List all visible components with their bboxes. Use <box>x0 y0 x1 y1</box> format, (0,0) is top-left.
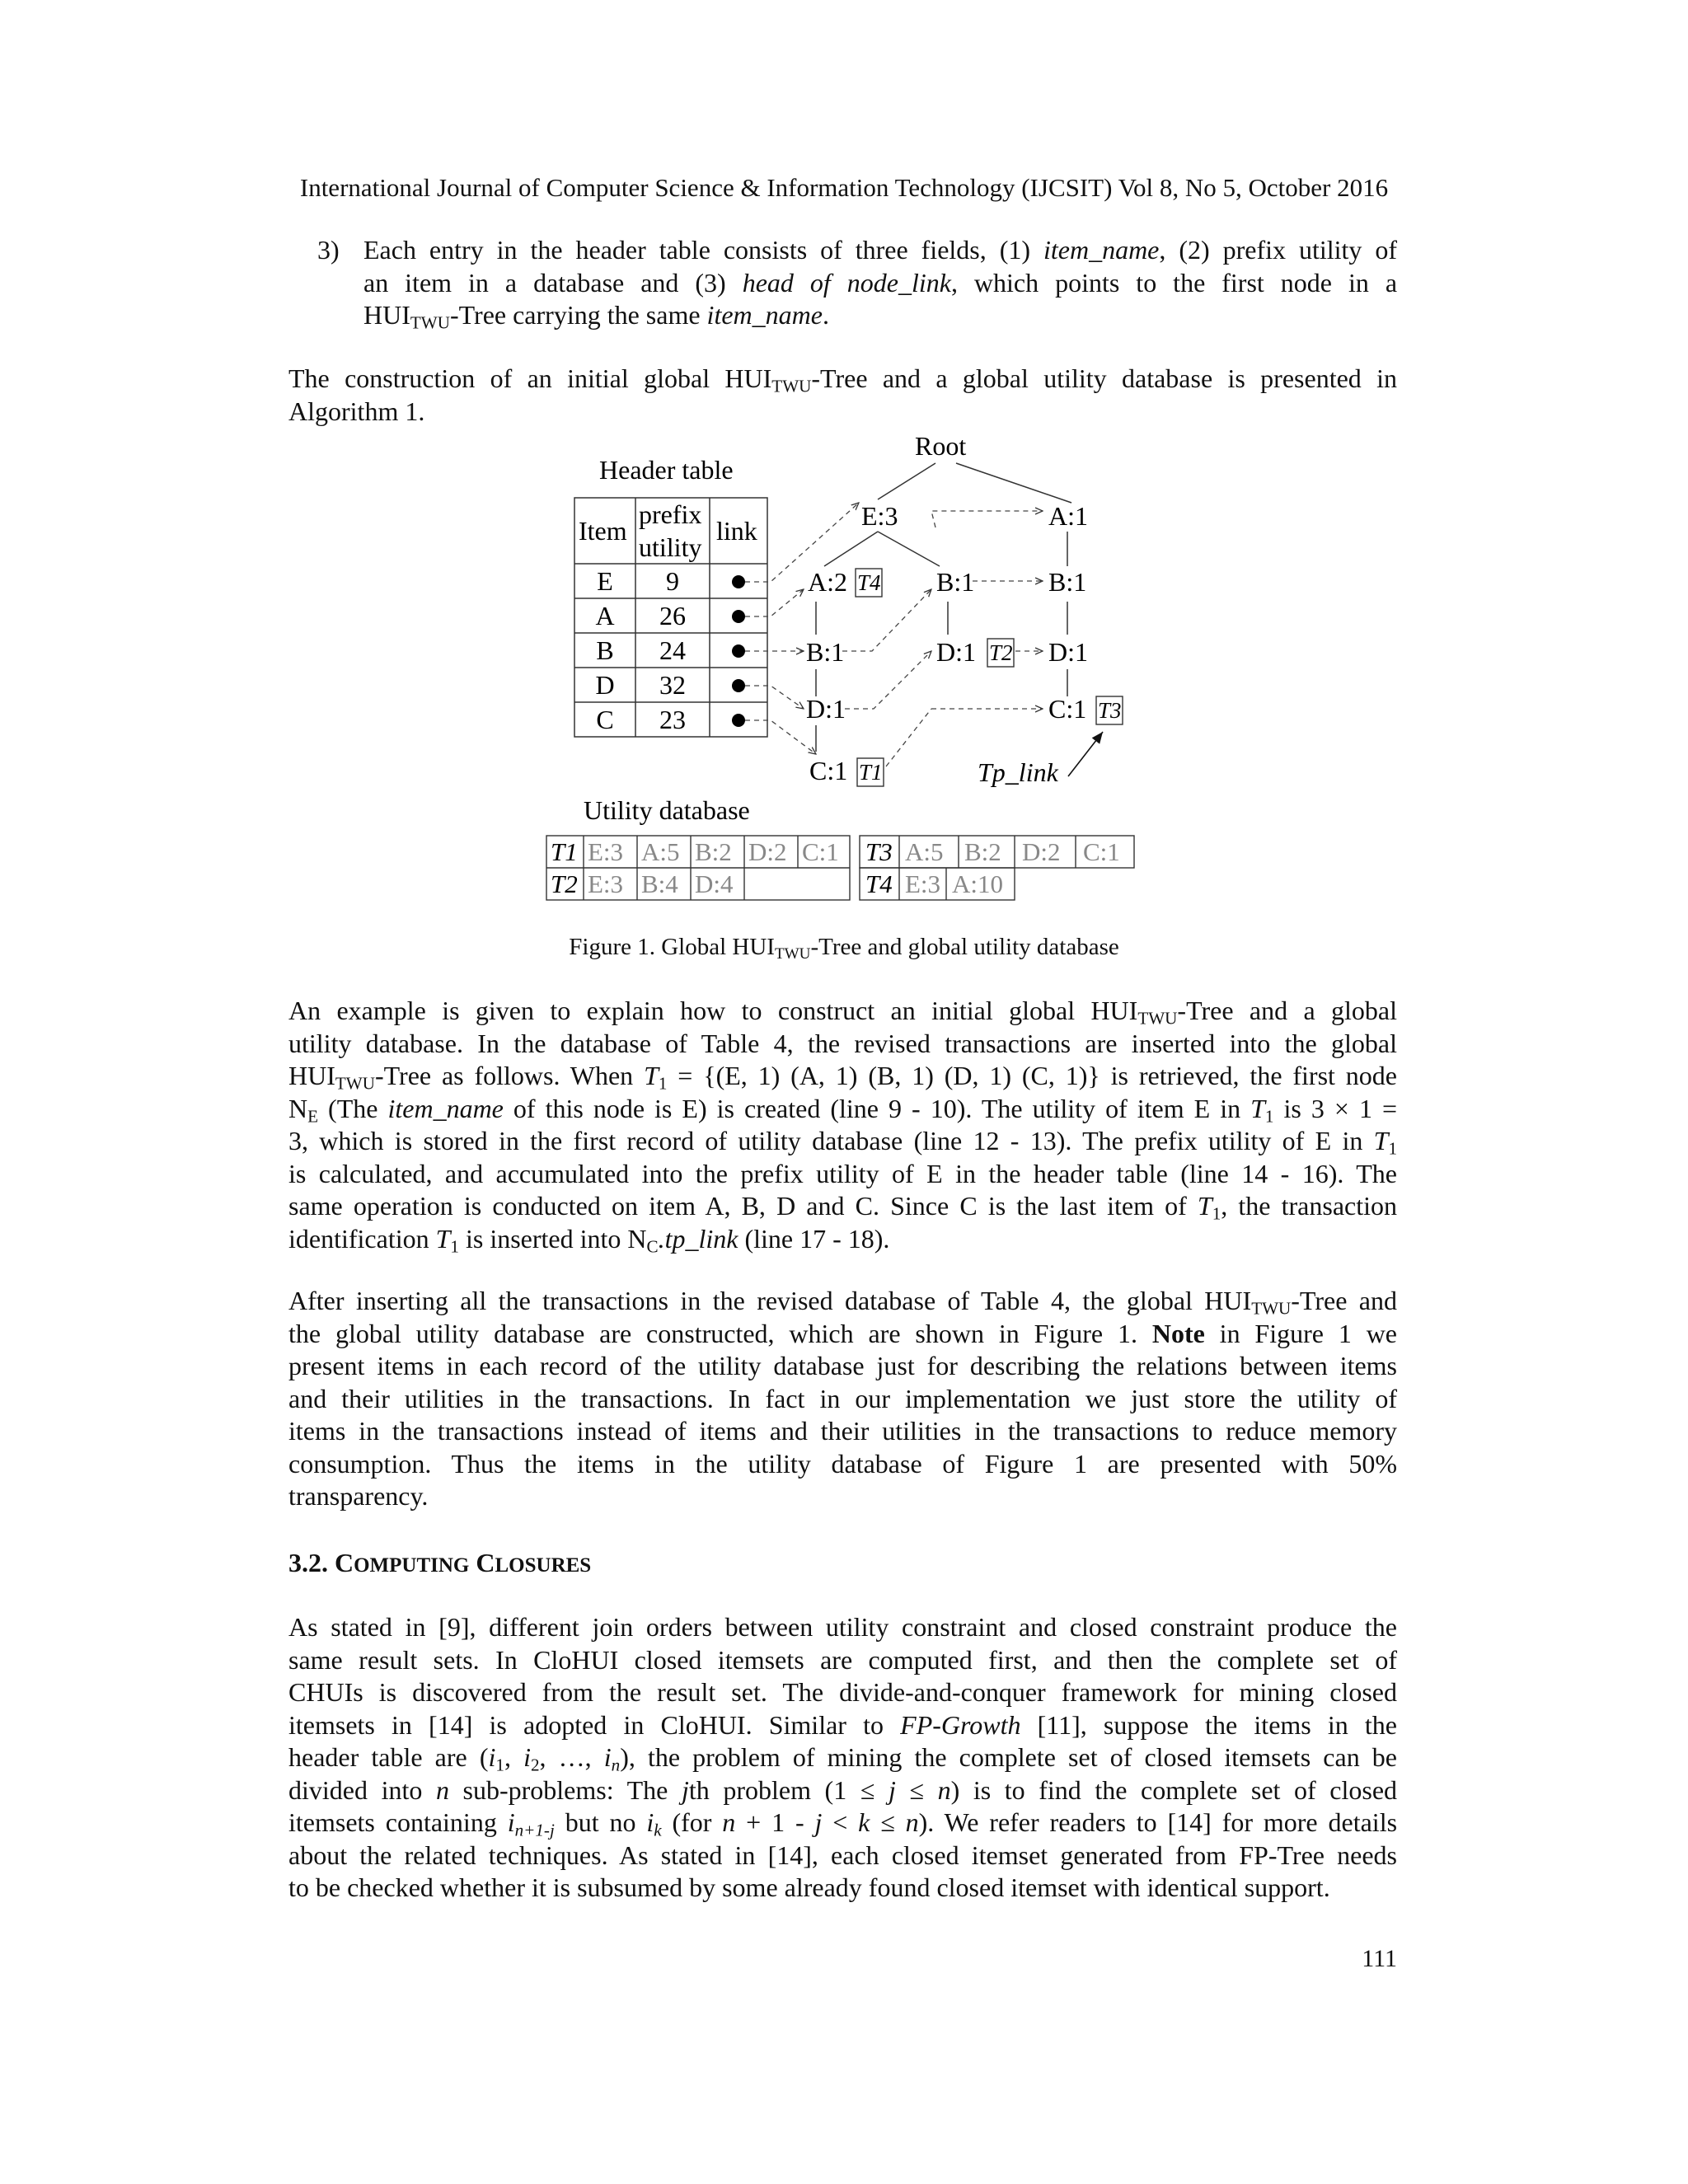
section-heading-computing-closures: 3.2. COMPUTING CLOSURES <box>288 1548 592 1577</box>
example-line-3: $HUI_{TWU}$-Tree as follows. When $T_1 = \{(E$, 1) (A, 1) (B, 1) (D, 1) (C, 1)} is retrieved, the first node <box>288 1061 1398 1094</box>
after-line-2: the global utility database are constructed, which are shown in Figure 1. Note in Figure 1 we <box>288 1318 1398 1348</box>
example-line-5: 3, which is stored in the first record of utility database (line 12 - 13). The prefix utility of E in $T_1$ <box>288 1126 1397 1159</box>
closures-line-4: itemsets in [14] is adopted in CloHUI. Similar to FP-Growth [11], suppose the items in the <box>288 1709 1398 1740</box>
node-links <box>842 511 1043 709</box>
figure-caption: Figure 1. Global $HUI_{TWU}$-Tree and global utility database <box>569 934 1119 963</box>
udb-tid-t2: T2 <box>551 869 578 898</box>
page-number: 111 <box>1362 1945 1397 1972</box>
link-dot-e <box>732 575 745 588</box>
udb-cell: D:2 <box>1022 837 1061 866</box>
example-line-1: An example is given to explain how to construct an initial global $HUI_{TWU}$-Tree and a global <box>288 996 1398 1029</box>
tp-tag-t2: T2 <box>989 640 1013 665</box>
link-dot-a <box>732 610 745 623</box>
closures-line-3: CHUIs is discovered from the result set. The divide-and-conquer framework for mining closed <box>288 1677 1397 1707</box>
example-line-7: same operation is conducted on item A, B, D and C. Since C is the last item of $T_1$, the transaction <box>288 1191 1397 1224</box>
row-item-e: E <box>597 566 613 596</box>
closures-line-8: about the related techniques. As stated in [14], each closed itemset generated from FP-Tree needs <box>288 1840 1397 1870</box>
list-line-3: $HUI_{TWU}$-Tree carrying the same item_name. <box>363 300 829 333</box>
intro-line-1: The construction of an initial global $HUI_{TWU}$-Tree and a global utility database is presented in <box>288 363 1398 396</box>
udb-cell: D:4 <box>695 869 734 898</box>
utility-db-title: Utility database <box>584 795 750 825</box>
udb-cell: E:3 <box>588 837 624 866</box>
udb-tid-t3: T3 <box>865 837 893 866</box>
udb-cell: D:2 <box>748 837 787 866</box>
link-dot-b <box>732 644 745 658</box>
closures-line-1: As stated in [9], different join orders between utility constraint and closed constraint produce the <box>288 1612 1397 1642</box>
after-line-6: consumption. Thus the items in the utility database of Figure 1 are presented with 50% <box>288 1448 1397 1479</box>
row-prefix-e: 9 <box>666 566 679 596</box>
node-c1-left: C:1 <box>809 756 848 785</box>
d-to-c-link <box>886 709 931 766</box>
node-a2: A:2 <box>808 567 847 597</box>
udb-cell: A:5 <box>905 837 944 866</box>
closures-line-9: to be checked whether it is subsumed by some already found closed itemset with identical support. <box>288 1872 1330 1902</box>
list-line-2: an item in a database and (3) head of node_link, which points to the first node in a <box>363 267 1398 298</box>
closures-line-7: itemsets containing $i_{n+1-j}$ but no $i_k$ (for n + 1 - j < k ≤ n). We refer readers to [14] for more details <box>288 1807 1398 1840</box>
udb-tid-t4: T4 <box>865 869 893 898</box>
node-c1-right: C:1 <box>1048 694 1087 724</box>
after-line-7: transparency. <box>288 1481 429 1511</box>
closures-paragraph <box>288 1611 1397 1905</box>
example-line-4: $N_E$ (The item_name of this node is E) is created (line 9 - 10). The utility of item E in $T_1$ is 3 × 1 = <box>288 1093 1398 1126</box>
tree-root-label: Root <box>915 431 967 461</box>
link-dot-d <box>732 679 745 692</box>
udb-cell: B:2 <box>964 837 1001 866</box>
tree-nodes <box>806 501 1088 785</box>
closures-line-5: header table are ($i_1$, $i_2$, …, $i_n$), the problem of mining the complete set of closed itemsets can be <box>288 1742 1398 1775</box>
row-prefix-a: 26 <box>659 601 686 630</box>
tp-tag-boxes <box>856 569 1123 786</box>
tp-tags <box>857 570 1122 785</box>
node-d1-right: D:1 <box>1048 637 1088 667</box>
tp-link-label: Tp_link <box>978 757 1058 787</box>
figure-1-diagram <box>0 0 1688 923</box>
after-line-4: and their utilities in the transactions. In fact in our implementation we just store the utility of <box>288 1383 1397 1413</box>
tp-tag-t1: T1 <box>859 760 883 785</box>
col-header-link: link <box>716 516 757 546</box>
node-a1: A:1 <box>1048 501 1088 531</box>
running-header: International Journal of Computer Science & Information Technology (IJCSIT) Vol 8, No 5, October 2016 <box>299 173 1389 202</box>
col-header-prefix-2: utility <box>639 532 702 562</box>
row-item-b: B <box>596 635 614 665</box>
example-line-8: identification $T_1$ is inserted into $N_C.tp\_link$ (line 17 - 18). <box>288 1223 890 1256</box>
example-line-6: is calculated, and accumulated into the prefix utility of E in the header table (line 14 - 16). The <box>288 1158 1397 1188</box>
row-item-a: A <box>595 601 615 630</box>
list-number: 3) <box>317 235 340 265</box>
udb-cell: E:3 <box>588 869 624 898</box>
header-table-title: Header table <box>599 455 734 485</box>
list-line-1: Each entry in the header table consists of three fields, (1) item_name, (2) prefix utility of <box>363 235 1398 265</box>
link-dot-c <box>732 714 745 727</box>
udb-cell: E:3 <box>905 869 941 898</box>
col-header-item: Item <box>579 516 627 546</box>
example-paragraph <box>288 995 1397 1255</box>
intro-line-2: Algorithm 1. <box>288 396 425 426</box>
tp-tag-t3: T3 <box>1098 698 1122 723</box>
example-line-2: utility database. In the database of Table 4, the revised transactions are inserted into the global <box>288 1028 1397 1058</box>
header-table-rows <box>595 566 686 734</box>
node-b1-left: B:1 <box>806 637 845 667</box>
udb-tid-t1: T1 <box>551 837 578 866</box>
row-item-d: D <box>595 670 615 700</box>
node-d1-left: D:1 <box>806 694 846 724</box>
node-b1-right: B:1 <box>1048 567 1087 597</box>
closures-line-6: divided into n sub-problems: The jth problem (1 ≤ j ≤ n) is to find the complete set of closed <box>288 1774 1398 1805</box>
after-line-5: items in the transactions instead of items and their utilities in the transactions to reduce memory <box>288 1416 1397 1446</box>
udb-cell: C:1 <box>1083 837 1120 866</box>
udb-cell: B:4 <box>641 869 678 898</box>
udb-cell: A:10 <box>952 869 1003 898</box>
after-inserting-paragraph <box>288 1285 1397 1513</box>
node-d1-mid: D:1 <box>936 637 976 667</box>
row-item-c: C <box>596 705 614 734</box>
closures-line-2: same result sets. In CloHUI closed itemsets are computed first, and then the complete set of <box>288 1644 1397 1675</box>
row-prefix-d: 32 <box>659 670 686 700</box>
after-line-1: After inserting all the transactions in the revised database of Table 4, the global $HUI_{TWU}$-Tree and <box>288 1286 1398 1319</box>
row-prefix-c: 23 <box>659 705 686 734</box>
udb-cell: B:2 <box>695 837 732 866</box>
udb-cell: C:1 <box>802 837 839 866</box>
udb-cell: A:5 <box>641 837 680 866</box>
tp-link-arrow <box>1068 732 1103 776</box>
tp-tag-t4: T4 <box>857 570 881 595</box>
node-e3: E:3 <box>861 501 898 531</box>
row-prefix-b: 24 <box>659 635 686 665</box>
node-b1-mid: B:1 <box>936 567 975 597</box>
after-line-3: present items in each record of the utility database just for describing the relations between items <box>288 1351 1397 1380</box>
col-header-prefix-1: prefix <box>639 499 702 529</box>
